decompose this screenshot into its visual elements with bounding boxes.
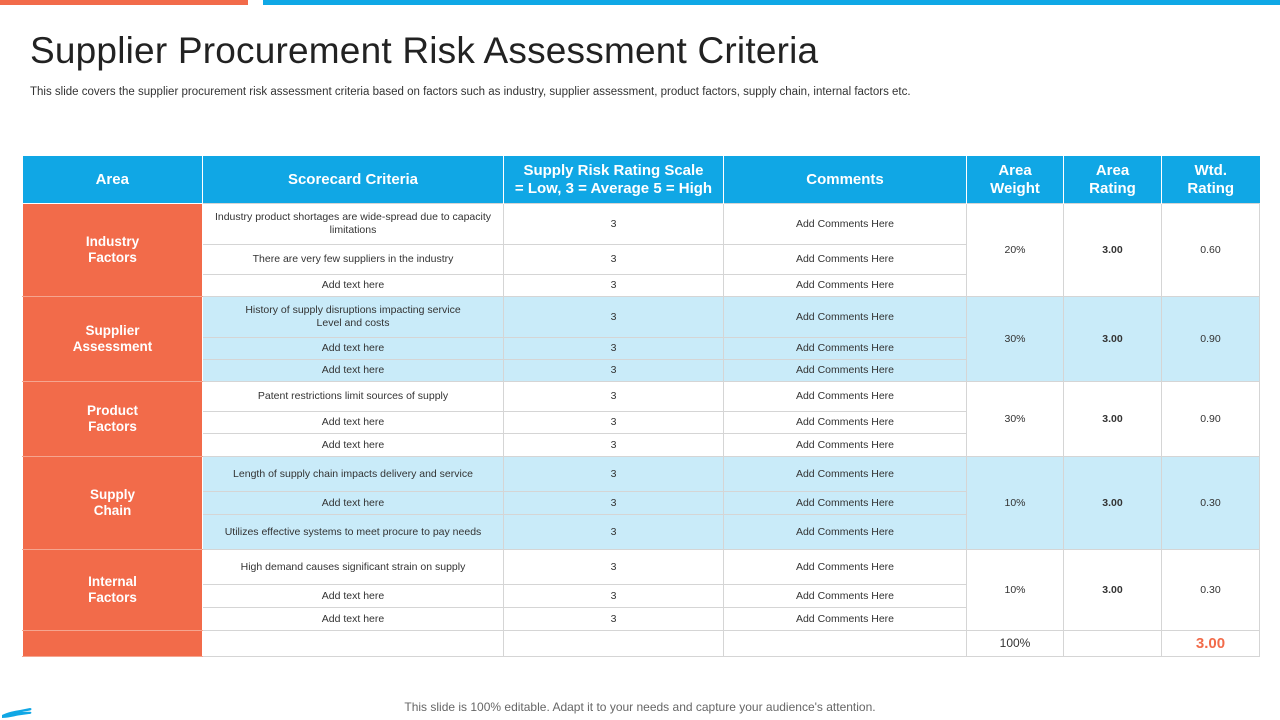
- totals-area-blank: [23, 631, 203, 657]
- comment-cell: Add Comments Here: [724, 245, 967, 275]
- scale-cell: 3: [504, 382, 724, 412]
- comment-cell: Add Comments Here: [724, 382, 967, 412]
- scale-cell: 3: [504, 608, 724, 631]
- area-rating-cell: 3.00: [1064, 550, 1162, 631]
- table-row: [23, 457, 1260, 492]
- comment-cell: Add Comments Here: [724, 338, 967, 360]
- totals-blank-cell: [724, 631, 967, 657]
- area-weight-cell: 30%: [967, 382, 1064, 457]
- criteria-cell: Add text here: [203, 360, 504, 382]
- area-label-internal-factors: Internal Factors: [23, 550, 203, 631]
- table-row: [23, 550, 1260, 585]
- area-weight-cell: 30%: [967, 297, 1064, 382]
- weighted-rating-cell: 0.30: [1162, 457, 1260, 550]
- comment-cell: Add Comments Here: [724, 608, 967, 631]
- table-row: [23, 382, 1260, 412]
- header-weighted-rating: Wtd. Rating: [1162, 156, 1260, 204]
- table-row: [23, 297, 1260, 338]
- table-row: [23, 204, 1260, 245]
- criteria-cell: Add text here: [203, 338, 504, 360]
- hand-logo-icon: [0, 703, 34, 720]
- comment-cell: Add Comments Here: [724, 434, 967, 457]
- header-comments: Comments: [724, 156, 967, 204]
- area-rating-cell: 3.00: [1064, 297, 1162, 382]
- criteria-cell: Add text here: [203, 492, 504, 515]
- scale-cell: 3: [504, 585, 724, 608]
- header-risk-rating-scale: Supply Risk Rating Scale = Low, 3 = Average 5 = High: [504, 156, 724, 204]
- criteria-cell: There are very few suppliers in the industry: [203, 245, 504, 275]
- comment-cell: Add Comments Here: [724, 585, 967, 608]
- area-label-supplier-assessment: Supplier Assessment: [23, 297, 203, 382]
- criteria-cell: History of supply disruptions impacting service Level and costs: [203, 297, 504, 338]
- total-weight-cell: 100%: [967, 631, 1064, 657]
- area-weight-cell: 10%: [967, 457, 1064, 550]
- totals-blank-cell: [203, 631, 504, 657]
- totals-blank-cell: [504, 631, 724, 657]
- area-label-product-factors: Product Factors: [23, 382, 203, 457]
- area-weight-cell: 10%: [967, 550, 1064, 631]
- scale-cell: 3: [504, 434, 724, 457]
- area-rating-cell: 3.00: [1064, 457, 1162, 550]
- scale-cell: 3: [504, 275, 724, 297]
- weighted-rating-cell: 0.60: [1162, 204, 1260, 297]
- weighted-rating-cell: 0.90: [1162, 297, 1260, 382]
- page-subtitle: This slide covers the supplier procurement risk assessment criteria based on factors such as industry, supplier assessment, product factors, supply chain, internal factors etc.: [30, 86, 911, 98]
- scale-cell: 3: [504, 245, 724, 275]
- scale-cell: 3: [504, 204, 724, 245]
- criteria-cell: Industry product shortages are wide-spread due to capacity limitations: [203, 204, 504, 245]
- header-area: Area: [23, 156, 203, 204]
- criteria-cell: Add text here: [203, 608, 504, 631]
- scale-cell: 3: [504, 515, 724, 550]
- comment-cell: Add Comments Here: [724, 204, 967, 245]
- comment-cell: Add Comments Here: [724, 550, 967, 585]
- scale-cell: 3: [504, 338, 724, 360]
- weighted-rating-cell: 0.30: [1162, 550, 1260, 631]
- comment-cell: Add Comments Here: [724, 412, 967, 434]
- criteria-cell: Utilizes effective systems to meet procure to pay needs: [203, 515, 504, 550]
- criteria-cell: High demand causes significant strain on supply: [203, 550, 504, 585]
- scale-cell: 3: [504, 297, 724, 338]
- criteria-cell: Patent restrictions limit sources of supply: [203, 382, 504, 412]
- criteria-cell: Add text here: [203, 275, 504, 297]
- scale-cell: 3: [504, 492, 724, 515]
- comment-cell: Add Comments Here: [724, 515, 967, 550]
- header-area-weight: Area Weight: [967, 156, 1064, 204]
- area-weight-cell: 20%: [967, 204, 1064, 297]
- area-label-supply-chain: Supply Chain: [23, 457, 203, 550]
- scale-cell: 3: [504, 550, 724, 585]
- area-label-industry-factors: Industry Factors: [23, 204, 203, 297]
- comment-cell: Add Comments Here: [724, 297, 967, 338]
- totals-blank-cell: [1064, 631, 1162, 657]
- total-weighted-rating-cell: 3.00: [1162, 631, 1260, 657]
- area-rating-cell: 3.00: [1064, 204, 1162, 297]
- top-accent-bar-orange: [0, 0, 248, 5]
- table-header-row: [23, 156, 1260, 204]
- header-area-rating: Area Rating: [1064, 156, 1162, 204]
- scale-cell: 3: [504, 457, 724, 492]
- criteria-cell: Add text here: [203, 585, 504, 608]
- risk-assessment-table: [22, 156, 1260, 657]
- footer-note: This slide is 100% editable. Adapt it to your needs and capture your audience's attention.: [404, 700, 876, 714]
- area-rating-cell: 3.00: [1064, 382, 1162, 457]
- top-accent-bar-blue: [263, 0, 1280, 5]
- page-title: Supplier Procurement Risk Assessment Criteria: [30, 30, 819, 71]
- totals-row: [23, 631, 1260, 657]
- scale-cell: 3: [504, 360, 724, 382]
- comment-cell: Add Comments Here: [724, 492, 967, 515]
- weighted-rating-cell: 0.90: [1162, 382, 1260, 457]
- criteria-cell: Add text here: [203, 434, 504, 457]
- comment-cell: Add Comments Here: [724, 360, 967, 382]
- comment-cell: Add Comments Here: [724, 457, 967, 492]
- scale-cell: 3: [504, 412, 724, 434]
- header-scorecard-criteria: Scorecard Criteria: [203, 156, 504, 204]
- comment-cell: Add Comments Here: [724, 275, 967, 297]
- criteria-cell: Add text here: [203, 412, 504, 434]
- criteria-cell: Length of supply chain impacts delivery and service: [203, 457, 504, 492]
